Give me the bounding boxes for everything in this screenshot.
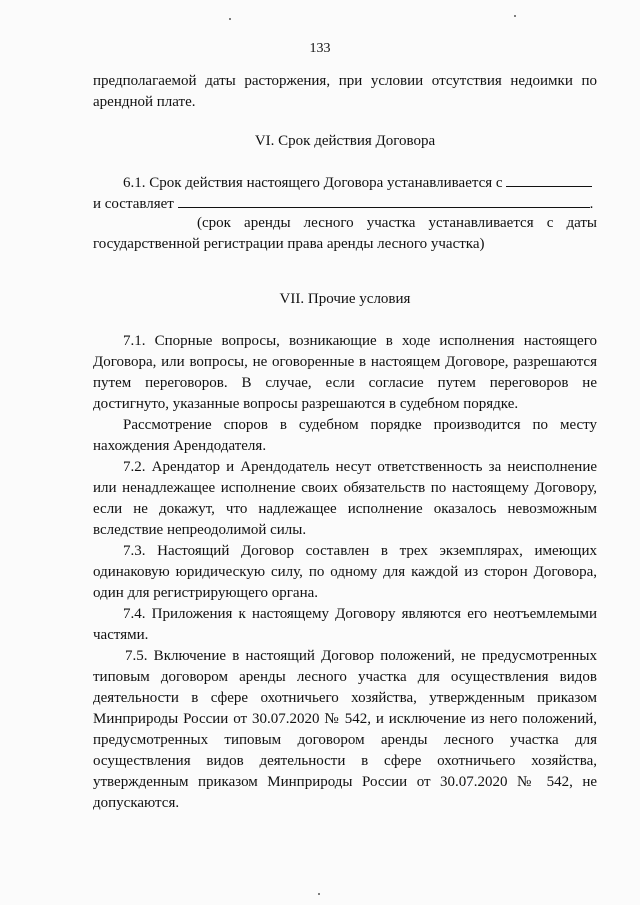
clause-7-5-line: утвержденным приказом Минприроды России от 30.07.2020 № 542, не (93, 774, 597, 790)
clause-7-3-line: одинаковую юридическую силу, по одному для каждой из сторон Договора, (93, 564, 597, 580)
term-blank (178, 193, 590, 208)
section-7-heading: VII. Прочие условия (279, 291, 411, 307)
term-note-line-1: (срок аренды лесного участка устанавливается с даты (197, 215, 597, 231)
page-number: 133 (309, 41, 331, 56)
clause-7-5-line: предусмотренных типовым договором аренды лесного участка для (93, 732, 597, 748)
clause-7-2-line: 7.2. Арендатор и Арендодатель несут ответственность за неисполнение (123, 459, 597, 475)
scan-speck (229, 18, 231, 20)
clause-7-5-line: деятельности в сфере охотничьего хозяйства, утвержденным приказом (93, 690, 597, 706)
clause-7-2-line: вследствие непреодолимой силы. (93, 522, 307, 538)
section-6-heading: VI. Срок действия Договора (254, 133, 436, 149)
clause-6-1-text: 6.1. Срок действия настоящего Договора устанавливается с (123, 175, 503, 191)
scan-speck (514, 15, 516, 17)
clause-7-5-line: типовым договором аренды лесного участка для осуществления видов (93, 669, 597, 685)
clause-7-3-line: один для регистрирующего органа. (93, 585, 319, 601)
start-date-blank (506, 172, 592, 187)
clause-7-1-line: 7.1. Спорные вопросы, возникающие в ходе исполнения настоящего (123, 333, 597, 349)
clause-7-1-line: путем переговоров. В случае, если согласие путем переговоров не (93, 375, 597, 391)
clause-6-1-line-2 (93, 193, 597, 215)
clause-7-1-line: Договора, или вопросы, не оговоренные в настоящем Договоре, разрешаются (93, 354, 597, 370)
clause-7-5-line: допускаются. (93, 795, 180, 811)
clause-7-4-line: частями. (93, 627, 149, 643)
clause-7-5-line: Минприроды России от 30.07.2020 № 542, и исключение из него положений, (93, 711, 597, 727)
clause-7-2-line: если не докажут, что надлежащее исполнение оказалось невозможным (93, 501, 597, 517)
clause-6-1-period: . (589, 196, 594, 212)
clause-7-5-line: осуществления видов деятельности в сфере охотничьего хозяйства, (93, 753, 597, 769)
intro-line-2: арендной плате. (93, 94, 196, 110)
clause-7-1b-line: нахождения Арендодателя. (93, 438, 267, 454)
clause-6-1-line-1 (123, 172, 597, 194)
intro-line-1: предполагаемой даты расторжения, при условии отсутствия недоимки по (93, 73, 597, 89)
clause-7-5-line: 7.5. Включение в настоящий Договор положений, не предусмотренных (125, 648, 597, 664)
clause-7-2-line: или ненадлежащее исполнение своих обязательств по настоящему Договору, (93, 480, 597, 496)
clause-7-1b-line: Рассмотрение споров в судебном порядке производится по месту (123, 417, 597, 433)
clause-6-1-term-label: и составляет (93, 196, 174, 212)
term-note-line-2: государственной регистрации права аренды лесного участка) (93, 236, 485, 252)
clause-7-1-line: достигнуто, указанные вопросы разрешаются в судебном порядке. (93, 396, 519, 412)
scan-speck (318, 893, 320, 895)
clause-7-4-line: 7.4. Приложения к настоящему Договору являются его неотъемлемыми (123, 606, 597, 622)
clause-7-3-line: 7.3. Настоящий Договор составлен в трех экземплярах, имеющих (123, 543, 597, 559)
